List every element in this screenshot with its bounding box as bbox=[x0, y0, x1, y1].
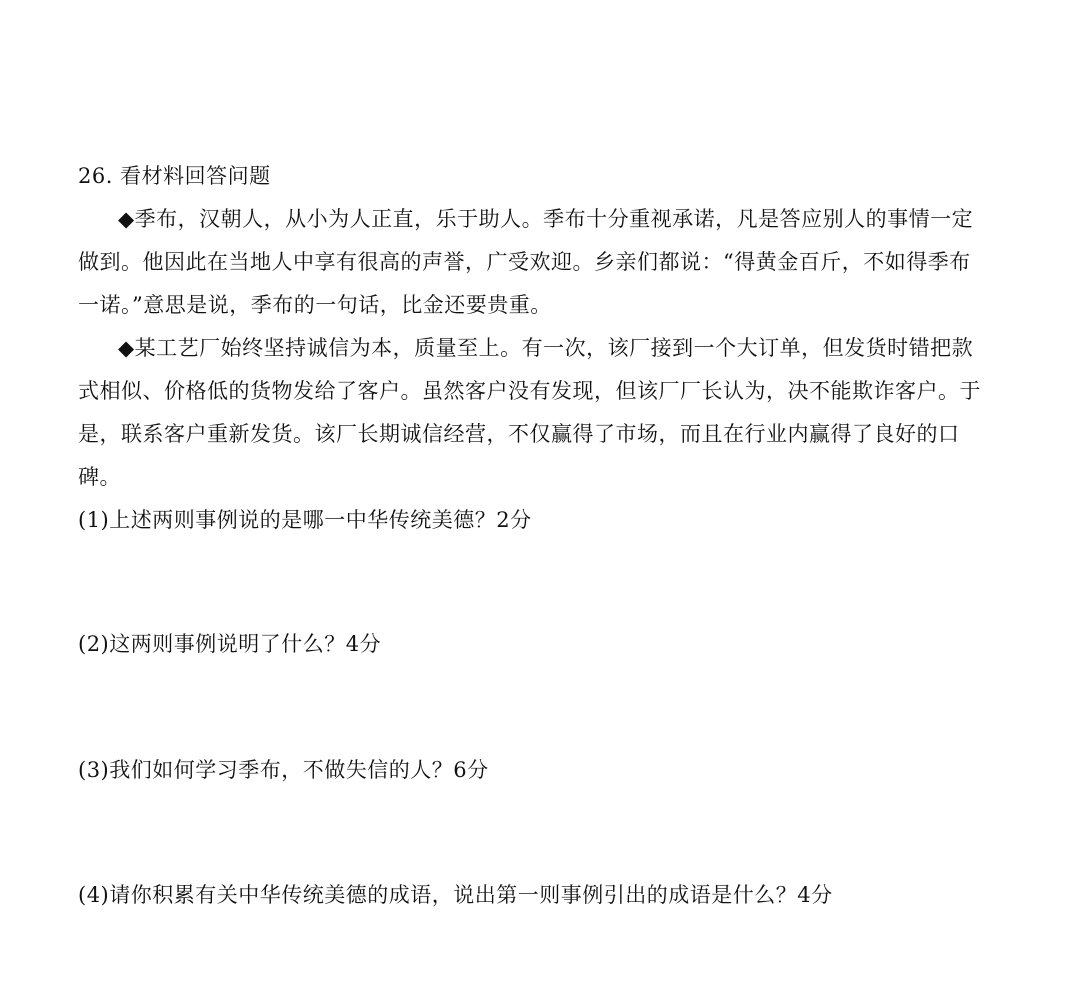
material-2-line-4: 碑。 bbox=[78, 465, 121, 489]
material-1-line-3: 一诺。”意思是说，季布的一句话，比金还要贵重。 bbox=[78, 293, 552, 317]
material-2-line-1: ◆某工艺厂始终坚持诚信为本，质量至上。有一次，该厂接到一个大订单，但发货时错把款 bbox=[118, 336, 974, 360]
material-1-line-2: 做到。他因此在当地人中享有很高的声誉，广受欢迎。乡亲们都说：“得黄金百斤，不如得季布 bbox=[78, 250, 971, 274]
sub-question-4: (4)请你积累有关中华传统美德的成语，说出第一则事例引出的成语是什么？4分 bbox=[78, 883, 833, 907]
sub-question-1: (1)上述两则事例说的是哪一中华传统美德？2分 bbox=[78, 508, 532, 532]
material-1-line-1: ◆季布，汉朝人，从小为人正直，乐于助人。季布十分重视承诺，凡是答应别人的事情一定 bbox=[118, 207, 974, 231]
sub-question-3: (3)我们如何学习季布，不做失信的人？6分 bbox=[78, 758, 489, 782]
sub-question-2: (2)这两则事例说明了什么？4分 bbox=[78, 632, 382, 656]
material-2-line-3: 是，联系客户重新发货。该厂长期诚信经营，不仅赢得了市场，而且在行业内赢得了良好的口 bbox=[78, 422, 960, 446]
question-title: 26. 看材料回答问题 bbox=[78, 164, 271, 188]
material-2-line-2: 式相似、价格低的货物发给了客户。虽然客户没有发现，但该厂厂长认为，决不能欺诈客户。于 bbox=[78, 379, 981, 403]
